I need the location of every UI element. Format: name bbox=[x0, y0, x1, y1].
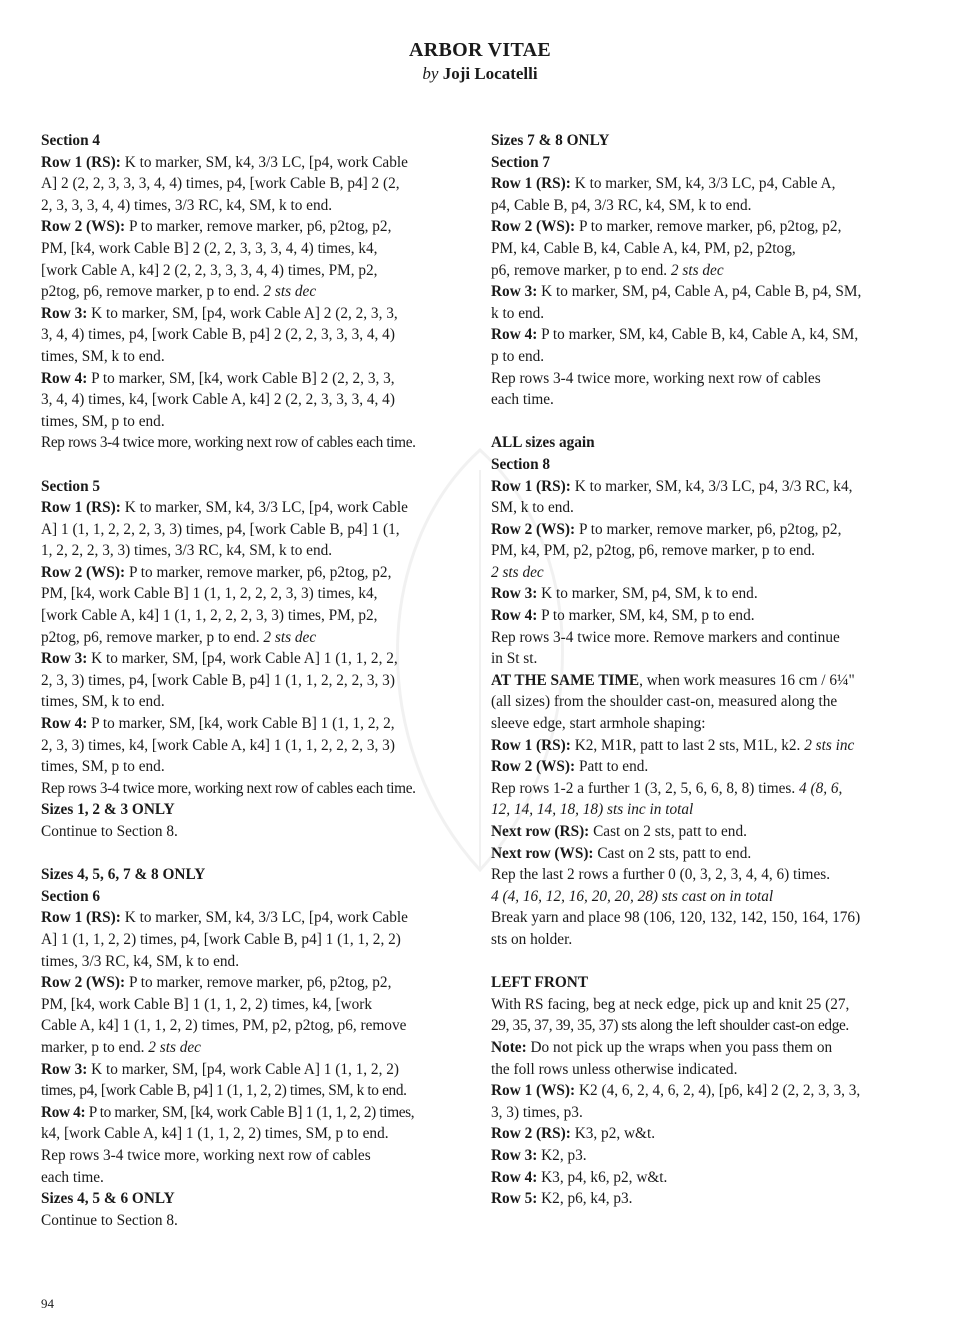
instruction-text: times, 3/3 RC, k4, SM, k to end. bbox=[41, 952, 240, 970]
instruction-text: Continue to Section 8. bbox=[41, 1211, 178, 1229]
instruction-text: Cast on 2 sts, patt to end. bbox=[593, 844, 752, 862]
instruction-text: p6, remove marker, p to end. bbox=[491, 261, 671, 279]
text-line bbox=[41, 130, 453, 152]
bold-label: Section 7 bbox=[491, 153, 551, 171]
instruction-text: the foll rows unless otherwise indicated. bbox=[491, 1060, 738, 1078]
text-line bbox=[41, 1059, 453, 1081]
text-line bbox=[491, 1059, 903, 1081]
bold-label: Section 4 bbox=[41, 132, 101, 149]
text-line bbox=[491, 1037, 903, 1059]
instruction-text: PM, [k4, work Cable B] 1 (1, 1, 2, 2) times, k4, [work bbox=[41, 995, 372, 1013]
instruction-text: 29, 35, 37, 39, 35, 37) sts along the left shoulder cast-on edge. bbox=[491, 1017, 849, 1035]
text-line bbox=[491, 346, 903, 368]
text-line bbox=[41, 540, 453, 562]
bold-label: Row 4: bbox=[41, 369, 88, 387]
instruction-text: p4, Cable B, p4, 3/3 RC, k4, SM, k to end. bbox=[491, 196, 752, 214]
bold-label: Sizes 4, 5, 6, 7 & 8 ONLY bbox=[41, 866, 206, 884]
bold-label: Next row (WS): bbox=[491, 844, 594, 862]
instruction-text: (all sizes) from the shoulder cast-on, measured along the bbox=[491, 693, 838, 711]
text-line bbox=[491, 1102, 903, 1124]
text-line bbox=[491, 1080, 903, 1102]
instruction-text: PM, [k4, work Cable B] 2 (2, 2, 3, 3, 3, 4, 4) times, k4, bbox=[41, 239, 378, 257]
text-line bbox=[491, 929, 903, 951]
text-line bbox=[41, 1102, 453, 1124]
text-line bbox=[41, 152, 453, 174]
instruction-text: P to marker, remove marker, p6, p2tog, p2, bbox=[575, 520, 842, 538]
instruction-text: p2tog, p6, remove marker, p to end. bbox=[41, 628, 264, 646]
text-line bbox=[41, 346, 453, 368]
bold-label: Row 2 (WS): bbox=[41, 974, 126, 992]
text-line bbox=[41, 303, 453, 325]
instruction-text: K to marker, SM, [p4, work Cable A] 1 (1, 1, 2, 2, bbox=[87, 650, 398, 668]
text-line bbox=[41, 886, 453, 908]
bold-label: Row 4: bbox=[491, 607, 538, 625]
instruction-text: Rep rows 3-4 twice more, working next row of cables bbox=[41, 1146, 371, 1164]
text-line bbox=[491, 886, 903, 908]
italic-note: 12, 14, 14, 18, 18) sts inc in total bbox=[491, 801, 694, 819]
text-line bbox=[41, 1188, 453, 1210]
instruction-text: times, SM, p to end. bbox=[41, 758, 165, 776]
instruction-text: , when work measures 16 cm / 6¼" bbox=[639, 671, 855, 689]
bold-label: Row 3: bbox=[491, 585, 538, 603]
instruction-text: 2, 3, 3) times, p4, [work Cable B, p4] 1 (1, 1, 2, 2, 2, 3, 3) bbox=[41, 671, 395, 689]
instruction-text: K2, p3. bbox=[537, 1146, 587, 1164]
text-line bbox=[491, 476, 903, 498]
text-line bbox=[491, 152, 903, 174]
bold-label: Row 4: bbox=[491, 1168, 538, 1186]
text-line bbox=[41, 216, 453, 238]
text-block bbox=[491, 432, 903, 950]
bold-label: Row 3: bbox=[41, 1060, 88, 1078]
instruction-text: marker, p to end. bbox=[41, 1038, 149, 1056]
bold-label: Row 1 (RS): bbox=[491, 477, 571, 495]
instruction-text: Do not pick up the wraps when you pass them on bbox=[526, 1038, 833, 1056]
text-line bbox=[491, 562, 903, 584]
text-block bbox=[41, 476, 453, 843]
text-line bbox=[41, 1167, 453, 1189]
bold-label: Row 2 (WS): bbox=[41, 563, 126, 581]
text-line bbox=[491, 324, 903, 346]
bold-label: Row 4: bbox=[491, 326, 538, 344]
instruction-text: P to marker, SM, [k4, work Cable B] 2 (2, 2, 3, 3, bbox=[87, 369, 395, 387]
bold-label: Row 2 (WS): bbox=[491, 218, 576, 236]
pattern-title: ARBOR VITAE bbox=[408, 39, 552, 61]
instruction-text: K3, p2, w&t. bbox=[570, 1125, 656, 1143]
instruction-text: Rep rows 3-4 twice more. Remove markers and continue bbox=[491, 628, 840, 646]
text-line bbox=[41, 691, 453, 713]
text-line bbox=[41, 519, 453, 541]
text-line bbox=[491, 648, 903, 670]
instruction-text: Rep rows 3-4 twice more, working next row of cables each time. bbox=[41, 779, 416, 797]
instruction-text: sts on holder. bbox=[491, 930, 573, 948]
text-line bbox=[41, 411, 453, 433]
bold-label: Row 1 (WS): bbox=[491, 1082, 576, 1100]
text-line bbox=[491, 432, 903, 454]
instruction-text: Patt to end. bbox=[575, 758, 649, 776]
instruction-text: each time. bbox=[491, 391, 554, 409]
bold-label: Row 4: bbox=[41, 715, 88, 733]
bold-label: Row 3: bbox=[41, 304, 88, 322]
instruction-text: K2, M1R, patt to last 2 sts, M1L, k2. bbox=[570, 736, 805, 754]
bold-label: Row 3: bbox=[491, 1146, 538, 1164]
bold-label: Row 1 (RS): bbox=[41, 153, 121, 171]
bold-label: Row 1 (RS): bbox=[491, 175, 571, 193]
instruction-text: K to marker, SM, [p4, work Cable A] 1 (1, 1, 2, 2) bbox=[87, 1060, 399, 1078]
instruction-text: P to marker, SM, k4, SM, p to end. bbox=[537, 607, 755, 625]
italic-note: 2 sts dec bbox=[148, 1038, 201, 1056]
instruction-text: [work Cable A, k4] 2 (2, 2, 3, 3, 3, 4, 4) times, PM, p2, bbox=[41, 261, 378, 279]
bold-label: Row 4: bbox=[41, 1103, 86, 1121]
bold-label: ALL sizes again bbox=[491, 434, 595, 452]
instruction-text: P to marker, remove marker, p6, p2tog, p2, bbox=[125, 974, 392, 992]
text-line bbox=[41, 195, 453, 217]
text-line bbox=[491, 540, 903, 562]
text-line bbox=[41, 389, 453, 411]
instruction-text: 2, 3, 3, 3, 4, 4) times, 3/3 RC, k4, SM, k to end. bbox=[41, 196, 333, 214]
instruction-text: Break yarn and place 98 (106, 120, 132, 142, 150, 164, 176) bbox=[491, 909, 861, 927]
text-line bbox=[41, 799, 453, 821]
bold-label: Row 1 (RS): bbox=[491, 736, 571, 754]
bold-label: Row 1 (RS): bbox=[41, 909, 121, 927]
text-line bbox=[41, 1037, 453, 1059]
text-line bbox=[41, 907, 453, 929]
instruction-text: times, p4, [work Cable B, p4] 1 (1, 1, 2, 2) times, SM, k to end. bbox=[41, 1082, 407, 1100]
bold-label: Row 2 (RS): bbox=[491, 1125, 571, 1143]
text-line bbox=[491, 1167, 903, 1189]
text-line bbox=[491, 627, 903, 649]
instruction-text: Rep rows 1-2 a further 1 (3, 2, 5, 6, 6, 8, 8) times. bbox=[491, 779, 800, 797]
instruction-text: K to marker, SM, k4, 3/3 LC, p4, 3/3 RC, k4, bbox=[570, 477, 853, 495]
text-line bbox=[491, 1145, 903, 1167]
instruction-text: K to marker, SM, k4, 3/3 LC, [p4, work Cable bbox=[120, 153, 408, 171]
instruction-text: P to marker, SM, k4, Cable B, k4, Cable A, k4, SM, bbox=[537, 326, 859, 344]
text-line bbox=[491, 864, 903, 886]
text-line bbox=[491, 778, 903, 800]
text-line bbox=[41, 627, 453, 649]
text-line bbox=[41, 821, 453, 843]
instruction-text: P to marker, SM, [k4, work Cable B] 1 (1, 1, 2, 2, bbox=[87, 715, 395, 733]
text-line bbox=[41, 1080, 453, 1102]
instruction-text: K2 (4, 6, 2, 4, 6, 2, 4), [p6, k4] 2 (2, 2, 3, 3, 3, bbox=[575, 1082, 861, 1100]
text-line bbox=[491, 260, 903, 282]
instruction-text: K3, p4, k6, p2, w&t. bbox=[537, 1168, 668, 1186]
instruction-text: times, SM, k to end. bbox=[41, 693, 165, 711]
instruction-text: k to end. bbox=[491, 304, 545, 322]
instruction-text: PM, [k4, work Cable B] 1 (1, 1, 2, 2, 2, 3, 3) times, k4, bbox=[41, 585, 378, 603]
text-line bbox=[491, 583, 903, 605]
instruction-text: A] 2 (2, 2, 3, 3, 3, 4, 4) times, p4, [work Cable B, p4] 2 (2, bbox=[41, 175, 400, 193]
text-line bbox=[491, 799, 903, 821]
instruction-text: Cast on 2 sts, patt to end. bbox=[589, 823, 747, 840]
instruction-text: p2tog, p6, remove marker, p to end. bbox=[41, 283, 264, 301]
bold-label: Row 1 (RS): bbox=[41, 499, 121, 517]
bold-label: Sizes 7 & 8 ONLY bbox=[491, 132, 610, 149]
instruction-text: K to marker, SM, p4, Cable A, p4, Cable B, p4, SM, bbox=[537, 283, 862, 301]
bold-label: Section 6 bbox=[41, 887, 101, 905]
text-line bbox=[491, 195, 903, 217]
instruction-text: 3, 3) times, p3. bbox=[491, 1103, 583, 1121]
bold-label: LEFT FRONT bbox=[491, 974, 589, 992]
text-line bbox=[491, 1188, 903, 1210]
instruction-text: p to end. bbox=[491, 347, 545, 365]
text-line bbox=[491, 843, 903, 865]
text-block bbox=[41, 130, 453, 454]
text-line bbox=[491, 368, 903, 390]
instruction-text: times, SM, k to end. bbox=[41, 347, 165, 365]
italic-note: 4 (8, 6, bbox=[799, 779, 843, 797]
page-number: 94 bbox=[41, 1296, 54, 1311]
text-line bbox=[491, 497, 903, 519]
text-line bbox=[41, 260, 453, 282]
bold-label: Row 2 (WS): bbox=[491, 758, 576, 776]
text-line bbox=[491, 756, 903, 778]
bold-label: Row 5: bbox=[491, 1190, 538, 1208]
instruction-text: Rep rows 3-4 twice more, working next row of cables each time. bbox=[41, 434, 416, 452]
italic-note: 4 (4, 16, 12, 16, 20, 20, 28) sts cast on in total bbox=[491, 887, 774, 905]
text-line bbox=[41, 951, 453, 973]
instruction-text: PM, k4, Cable B, k4, Cable A, k4, PM, p2, p2tog, bbox=[491, 239, 796, 257]
bold-label: AT THE SAME TIME bbox=[491, 671, 640, 689]
text-line bbox=[41, 1145, 453, 1167]
bold-label: Sizes 4, 5 & 6 ONLY bbox=[41, 1190, 175, 1208]
instruction-text: Continue to Section 8. bbox=[41, 823, 178, 840]
text-line bbox=[41, 648, 453, 670]
text-line bbox=[41, 497, 453, 519]
italic-note: 2 sts dec bbox=[491, 563, 544, 581]
byline-by: by bbox=[422, 64, 439, 83]
instruction-text: P to marker, SM, [k4, work Cable B] 1 (1, 1, 2, 2) times, bbox=[85, 1103, 415, 1121]
text-line bbox=[491, 670, 903, 692]
instruction-text: K2, p6, k4, p3. bbox=[537, 1190, 633, 1208]
instruction-text: P to marker, remove marker, p6, p2tog, p2, bbox=[125, 563, 392, 581]
text-line bbox=[491, 281, 903, 303]
instruction-text: Cable A, k4] 1 (1, 1, 2, 2) times, PM, p2, p2tog, p6, remove bbox=[41, 1017, 407, 1035]
instruction-text: K to marker, SM, [p4, work Cable A] 2 (2, 2, 3, 3, bbox=[87, 304, 398, 322]
text-line bbox=[491, 303, 903, 325]
instruction-text: K to marker, SM, p4, SM, k to end. bbox=[537, 585, 758, 603]
instruction-text: PM, k4, PM, p2, p2tog, p6, remove marker, p to end. bbox=[491, 542, 815, 560]
text-line bbox=[491, 994, 903, 1016]
instruction-text: [work Cable A, k4] 1 (1, 1, 2, 2, 2, 3, 3) times, PM, p2, bbox=[41, 607, 378, 625]
instruction-text: 1, 2, 2, 2, 3, 3) times, 3/3 RC, k4, SM, k to end. bbox=[41, 542, 333, 560]
instruction-text: With RS facing, beg at neck edge, pick up and knit 25 (27, bbox=[491, 995, 850, 1013]
text-line bbox=[491, 605, 903, 627]
text-line bbox=[491, 972, 903, 994]
byline bbox=[0, 62, 960, 86]
bold-label: Row 2 (WS): bbox=[491, 520, 576, 538]
text-line bbox=[491, 389, 903, 411]
bold-label: Row 3: bbox=[41, 650, 88, 668]
instruction-text: A] 1 (1, 1, 2, 2, 2, 3, 3) times, p4, [work Cable B, p4] 1 (1, bbox=[41, 520, 400, 538]
instruction-text: 3, 4, 4) times, p4, [work Cable B, p4] 2 (2, 2, 3, 3, 3, 4, 4) bbox=[41, 326, 395, 344]
text-line bbox=[41, 324, 453, 346]
text-block bbox=[41, 864, 453, 1231]
text-line bbox=[491, 821, 903, 843]
instruction-text: times, SM, p to end. bbox=[41, 412, 165, 430]
bold-label: Section 5 bbox=[41, 477, 101, 495]
text-line bbox=[491, 713, 903, 735]
text-line bbox=[41, 1123, 453, 1145]
italic-note: 2 sts inc bbox=[804, 736, 855, 754]
instruction-text: 2, 3, 3) times, k4, [work Cable A, k4] 1 (1, 1, 2, 2, 2, 3, 3) bbox=[41, 736, 395, 754]
text-line bbox=[41, 972, 453, 994]
text-line bbox=[41, 476, 453, 498]
text-line bbox=[491, 691, 903, 713]
instruction-text: k4, [work Cable A, k4] 1 (1, 1, 2, 2) times, SM, p to end. bbox=[41, 1125, 389, 1143]
instruction-text: Rep rows 3-4 twice more, working next row of cables bbox=[491, 369, 821, 387]
bold-label: Section 8 bbox=[491, 455, 551, 473]
instruction-text: P to marker, remove marker, p6, p2tog, p2, bbox=[125, 218, 392, 236]
bold-label: Row 2 (WS): bbox=[41, 218, 126, 236]
text-line bbox=[41, 173, 453, 195]
text-line bbox=[491, 130, 903, 152]
text-block bbox=[491, 972, 903, 1210]
text-block bbox=[491, 130, 903, 411]
text-line bbox=[41, 605, 453, 627]
instruction-text: each time. bbox=[41, 1168, 104, 1186]
instruction-text: 3, 4, 4) times, k4, [work Cable A, k4] 2 (2, 2, 3, 3, 3, 4, 4) bbox=[41, 391, 395, 409]
author-name: Joji Locatelli bbox=[442, 64, 538, 83]
text-line bbox=[41, 670, 453, 692]
text-line bbox=[491, 454, 903, 476]
text-line bbox=[41, 713, 453, 735]
text-line bbox=[41, 756, 453, 778]
text-line bbox=[491, 735, 903, 757]
instruction-text: K to marker, SM, k4, 3/3 LC, [p4, work Cable bbox=[120, 909, 408, 927]
text-line bbox=[41, 929, 453, 951]
instruction-text: A] 1 (1, 1, 2, 2) times, p4, [work Cable B, p4] 1 (1, 1, 2, 2) bbox=[41, 930, 401, 948]
text-line bbox=[41, 1015, 453, 1037]
text-line bbox=[491, 1015, 903, 1037]
bold-label: Sizes 1, 2 & 3 ONLY bbox=[41, 801, 175, 819]
text-line bbox=[41, 1210, 453, 1232]
text-line bbox=[41, 583, 453, 605]
text-line bbox=[491, 907, 903, 929]
bold-label: Note: bbox=[491, 1038, 527, 1056]
text-line bbox=[41, 994, 453, 1016]
text-line bbox=[41, 238, 453, 260]
bold-label: Next row (RS): bbox=[491, 823, 590, 840]
italic-note: 2 sts dec bbox=[263, 628, 317, 646]
text-line bbox=[491, 238, 903, 260]
text-line bbox=[41, 735, 453, 757]
instruction-text: P to marker, remove marker, p6, p2tog, p2, bbox=[575, 218, 842, 236]
text-line bbox=[41, 562, 453, 584]
text-line bbox=[41, 368, 453, 390]
instruction-text: K to marker, SM, k4, 3/3 LC, p4, Cable A, bbox=[570, 175, 836, 193]
text-line bbox=[491, 519, 903, 541]
right-column bbox=[491, 130, 903, 1210]
italic-note: 2 sts dec bbox=[263, 283, 317, 301]
instruction-text: sleeve edge, start armhole shaping: bbox=[491, 715, 706, 733]
left-column bbox=[41, 130, 453, 1231]
bold-label: Row 3: bbox=[491, 283, 538, 301]
page-header bbox=[0, 38, 960, 86]
text-line bbox=[41, 864, 453, 886]
text-line bbox=[41, 778, 453, 800]
instruction-text: SM, k to end. bbox=[491, 499, 574, 517]
text-line bbox=[41, 432, 453, 454]
text-line bbox=[491, 216, 903, 238]
text-line bbox=[41, 281, 453, 303]
italic-note: 2 sts dec bbox=[670, 261, 724, 279]
text-line bbox=[491, 173, 903, 195]
text-line bbox=[491, 1123, 903, 1145]
instruction-text: K to marker, SM, k4, 3/3 LC, [p4, work Cable bbox=[120, 499, 408, 517]
instruction-text: in St st. bbox=[491, 650, 538, 668]
instruction-text: Rep the last 2 rows a further 0 (0, 3, 2, 3, 4, 4, 6) times. bbox=[491, 866, 831, 884]
